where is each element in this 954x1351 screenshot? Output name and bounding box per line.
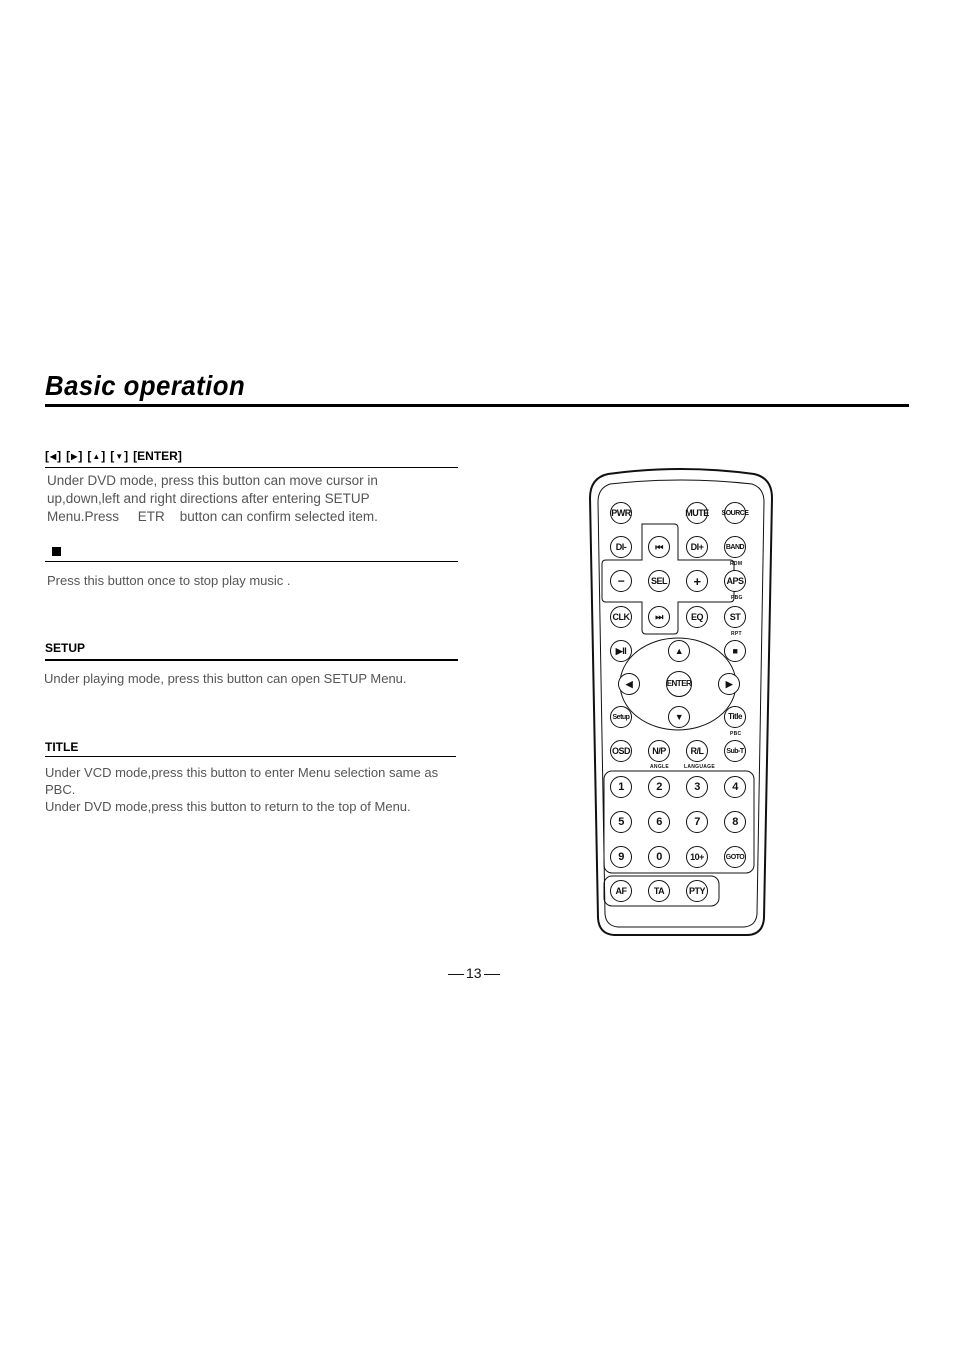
enter-button: ENTER	[666, 671, 692, 697]
down-key-label: [▼]	[110, 449, 129, 463]
title-line-3: Under DVD mode,press this button to return to the top of Menu.	[45, 799, 411, 814]
up-key-label: [▲]	[87, 449, 106, 463]
page-number-value: 13	[466, 965, 482, 981]
subtitle-button: Sub-T	[724, 740, 746, 762]
di-plus-button: DI+	[686, 536, 708, 558]
source-button: SOURCE	[724, 502, 746, 524]
num-10plus-button: 10+	[686, 846, 708, 868]
stop-description: Press this button once to stop play music .	[47, 573, 291, 588]
remote-control	[588, 468, 774, 938]
nav-keys-heading	[45, 449, 182, 463]
num-9-button: 9	[610, 846, 632, 868]
minus-button: −	[610, 570, 632, 592]
pwr-button: PWR	[610, 502, 632, 524]
title-description	[45, 764, 460, 815]
right-key-label: [▶]	[66, 449, 83, 463]
right-arrow-icon: ▶	[71, 452, 78, 461]
setup-button: Setup	[610, 706, 632, 728]
sel-button: SEL	[648, 570, 670, 592]
band-button: BAND	[724, 536, 746, 558]
down-arrow-icon: ▼	[115, 452, 124, 461]
stop-button-icon: ■	[724, 640, 746, 662]
mute-button: MUTE	[686, 502, 708, 524]
right-arrow-button-icon: ▶	[718, 673, 740, 695]
pty-button: PTY	[686, 880, 708, 902]
nav-description	[47, 472, 452, 526]
title-section-rule	[45, 756, 456, 757]
setup-description: Under playing mode, press this button can open SETUP Menu.	[44, 671, 407, 686]
nav-section-rule	[45, 467, 458, 468]
page-number-dash-right	[484, 974, 500, 975]
aps-button: APS	[724, 570, 746, 592]
rdm-label: RDM	[730, 561, 743, 567]
title-rule	[45, 404, 909, 407]
num-4-button: 4	[724, 776, 746, 798]
num-7-button: 7	[686, 811, 708, 833]
nav-line-2: up,down,left and right directions after entering SETUP	[47, 491, 370, 506]
enter-heading: [ENTER]	[133, 449, 182, 463]
ta-button: TA	[648, 880, 670, 902]
num-5-button: 5	[610, 811, 632, 833]
angle-label: ANGLE	[650, 764, 669, 770]
osd-button: OSD	[610, 740, 632, 762]
num-6-button: 6	[648, 811, 670, 833]
left-arrow-button-icon: ◀	[618, 673, 640, 695]
plus-button: +	[686, 570, 708, 592]
left-arrow-icon: ◀	[50, 452, 57, 461]
st-button: ST	[724, 606, 746, 628]
num-0-button: 0	[648, 846, 670, 868]
page-number	[446, 965, 502, 981]
clk-button: CLK	[610, 606, 632, 628]
nav-line-1: Under DVD mode, press this button can move cursor in	[47, 473, 378, 488]
title-line-1: Under VCD mode,press this button to enter Menu selection same as	[45, 765, 439, 780]
title-line-2: PBC.	[45, 782, 76, 797]
nav-line-3: Menu.Press ETR button can confirm selected item.	[47, 509, 378, 524]
num-1-button: 1	[610, 776, 632, 798]
previous-track-icon: ⏮	[648, 536, 670, 558]
pbc-label: PBC	[730, 731, 742, 737]
language-label: LANGUAGE	[684, 764, 716, 770]
setup-section-rule	[45, 659, 458, 661]
title-button: Title	[724, 706, 746, 728]
rl-button: R/L	[686, 740, 708, 762]
np-button: N/P	[648, 740, 670, 762]
page-number-dash-left	[448, 974, 464, 975]
up-arrow-icon: ▲	[92, 452, 101, 461]
play-pause-icon: ▶II	[610, 640, 632, 662]
up-arrow-button-icon: ▲	[668, 640, 690, 662]
af-button: AF	[610, 880, 632, 902]
num-2-button: 2	[648, 776, 670, 798]
num-8-button: 8	[724, 811, 746, 833]
next-track-icon: ⏭	[648, 606, 670, 628]
stop-section-rule	[45, 561, 458, 562]
stop-icon	[52, 547, 61, 556]
title-heading: TITLE	[45, 740, 79, 754]
down-arrow-button-icon: ▼	[668, 706, 690, 728]
di-minus-button: DI-	[610, 536, 632, 558]
page-title: Basic operation	[45, 370, 246, 401]
rpt-label: RPT	[731, 631, 742, 637]
left-key-label: [◀]	[45, 449, 62, 463]
goto-button: GOTO	[724, 846, 746, 868]
setup-heading: SETUP	[45, 641, 86, 655]
pbg-label: PBG	[731, 595, 743, 601]
eq-button: EQ	[686, 606, 708, 628]
num-3-button: 3	[686, 776, 708, 798]
